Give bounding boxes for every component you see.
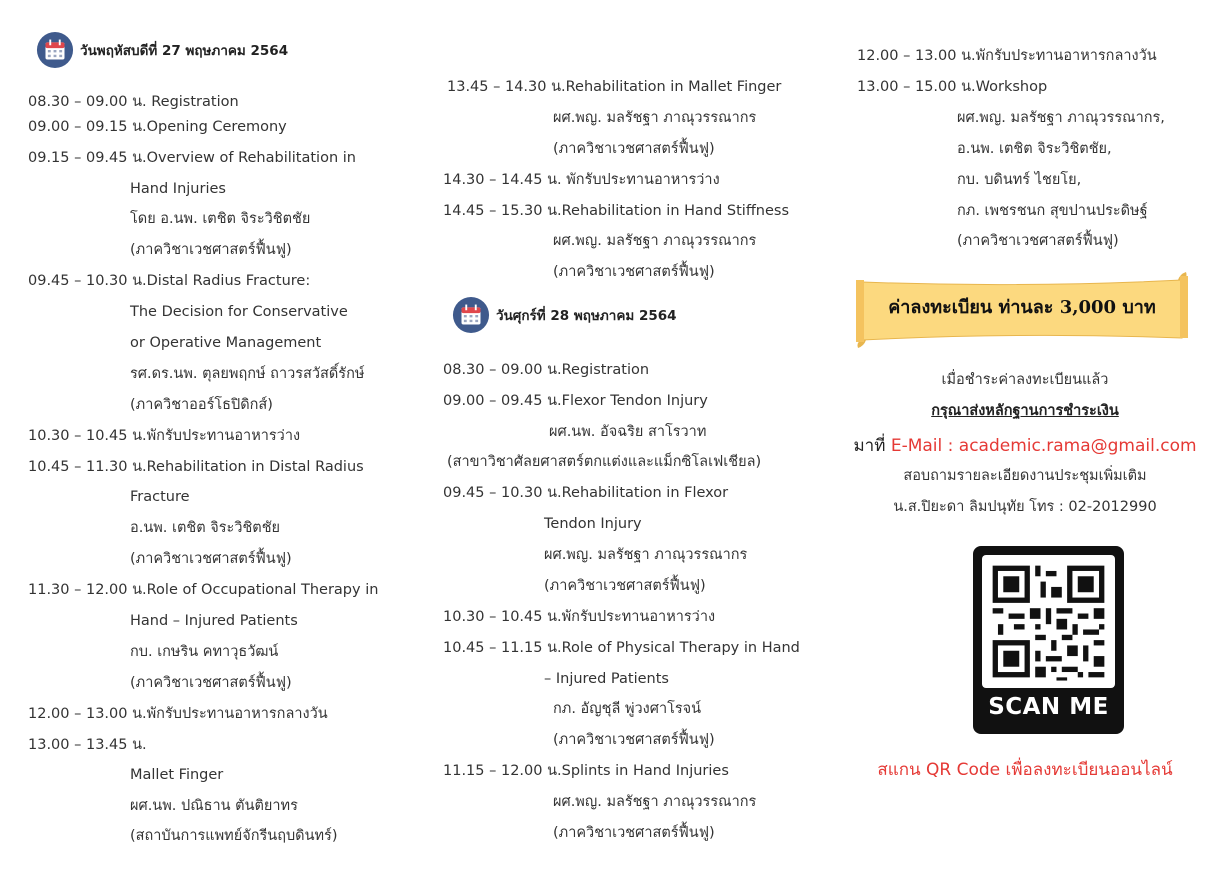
schedule-line: 12.00 – 13.00 น.พักรับประทานอาหารกลางวัน: [28, 706, 328, 722]
email-line: [840, 432, 1210, 459]
send-proof-note: [840, 399, 1210, 422]
email-address[interactable]: E-Mail : academic.rama@gmail.com: [890, 436, 1197, 456]
schedule-line: ผศ.พญ. มลรัชฐา ภาณุวรรณากร,: [957, 110, 1165, 126]
day2-header: [452, 296, 677, 334]
schedule-line: ผศ.พญ. มลรัชฐา ภาณุวรรณากร: [553, 233, 757, 249]
schedule-line: กบ. บดินทร์ ไชยโย,: [957, 172, 1082, 188]
schedule-line: (ภาควิชาเวชศาสตร์ฟื้นฟู): [553, 264, 715, 280]
contact-info: น.ส.ปิยะดา ลิมปนุทัย โทร : 02-2012990: [893, 499, 1157, 515]
schedule-line: or Operative Management: [130, 335, 322, 351]
inquire-note: สอบถามรายละเอียดงานประชุมเพิ่มเติม: [903, 468, 1147, 484]
schedule-line: 09.45 – 10.30 น.Distal Radius Fracture:: [28, 273, 311, 289]
schedule-line: 08.30 – 09.00 น. Registration: [28, 94, 239, 110]
schedule-line: โดย อ.นพ. เตชิต จิระวิชิตชัย: [130, 211, 311, 227]
schedule-line: Hand Injuries: [130, 181, 226, 197]
schedule-line: (ภาควิชาเวชศาสตร์ฟื้นฟู): [553, 141, 715, 157]
schedule-line: 11.30 – 12.00 น.Role of Occupational Therapy in: [28, 582, 379, 598]
scan-me-label: SCAN ME: [988, 694, 1109, 720]
send-proof-text: กรุณาส่งหลักฐานการชำระเงิน: [931, 403, 1119, 419]
schedule-line: 14.45 – 15.30 น.Rehabilitation in Hand Stiffness: [443, 203, 790, 219]
schedule-line: Mallet Finger: [130, 767, 224, 783]
schedule-line: ผศ.นพ. อัจฉริย สาโรวาท: [549, 424, 707, 440]
schedule-line: 11.15 – 12.00 น.Splints in Hand Injuries: [443, 763, 729, 779]
schedule-line: กภ. เพชรชนก สุขปานประดิษฐ์: [957, 203, 1148, 219]
schedule-line: (ภาควิชาเวชศาสตร์ฟื้นฟู): [130, 242, 292, 258]
qr-code[interactable]: [982, 555, 1115, 688]
schedule-line: (สถาบันการแพทย์จักรีนฤบดินทร์): [130, 828, 338, 844]
qr-code-card[interactable]: [973, 546, 1124, 734]
schedule-line: กบ. เกษริน คทาวุธวัฒน์: [130, 644, 279, 660]
qr-code-pattern: [982, 555, 1115, 688]
schedule-line: (ภาควิชาเวชศาสตร์ฟื้นฟู): [553, 825, 715, 841]
schedule-line: 09.00 – 09.15 น.Opening Ceremony: [28, 119, 287, 135]
schedule-line: 14.30 – 14.45 น. พักรับประทานอาหารว่าง: [443, 172, 720, 188]
schedule-line: Hand – Injured Patients: [130, 613, 298, 629]
schedule-line: 13.00 – 13.45 น.: [28, 737, 147, 753]
schedule-line: รศ.ดร.นพ. ตุลยพฤกษ์ ถาวรสวัสดิ์รักษ์: [130, 366, 365, 382]
schedule-line: กภ. อัญชุลี พู่วงศาโรจน์: [553, 701, 702, 717]
schedule-line: (ภาควิชาออร์โธปิดิกส์): [130, 397, 273, 413]
after-payment-note: เมื่อชำระค่าลงทะเบียนแล้ว: [941, 372, 1109, 388]
schedule-line: Fracture: [130, 489, 190, 505]
schedule-line: 13.00 – 15.00 น.Workshop: [857, 79, 1048, 95]
calendar-icon: [36, 31, 74, 69]
schedule-line: 10.30 – 10.45 น.พักรับประทานอาหารว่าง: [28, 428, 301, 444]
schedule-line: 09.15 – 09.45 น.Overview of Rehabilitation in: [28, 150, 356, 166]
schedule-line: 09.00 – 09.45 น.Flexor Tendon Injury: [443, 393, 708, 409]
schedule-line: (ภาควิชาเวชศาสตร์ฟื้นฟู): [130, 675, 292, 691]
schedule-line: ผศ.นพ. ปณิธาน ตันติยาทร: [130, 798, 298, 814]
schedule-line: The Decision for Conservative: [130, 304, 348, 320]
day1-header: [36, 31, 288, 69]
schedule-line: ผศ.พญ. มลรัชฐา ภาณุวรรณากร: [553, 110, 757, 126]
schedule-line: (ภาควิชาเวชศาสตร์ฟื้นฟู): [553, 732, 715, 748]
schedule-line: Tendon Injury: [544, 516, 642, 532]
schedule-line: – Injured Patients: [544, 671, 669, 687]
schedule-line: (ภาควิชาเวชศาสตร์ฟื้นฟู): [957, 233, 1119, 249]
email-prefix: มาที่: [853, 436, 891, 456]
schedule-line: อ.นพ. เตชิต จิระวิชิตชัย,: [957, 141, 1112, 157]
schedule-line: 13.45 – 14.30 น.Rehabilitation in Mallet Finger: [447, 79, 782, 95]
day2-label: วันศุกร์ที่ 28 พฤษภาคม 2564: [496, 308, 677, 324]
schedule-line: (ภาควิชาเวชศาสตร์ฟื้นฟู): [130, 551, 292, 567]
schedule-line: 12.00 – 13.00 น.พักรับประทานอาหารกลางวัน: [857, 48, 1157, 64]
fee-text: ค่าลงทะเบียน ท่านละ 3,000 บาท: [888, 297, 1156, 318]
qr-instruction: สแกน QR Code เพื่อลงทะเบียนออนไลน์: [877, 760, 1173, 780]
schedule-line: 09.45 – 10.30 น.Rehabilitation in Flexor: [443, 485, 729, 501]
calendar-icon: [452, 296, 490, 334]
schedule-line: ผศ.พญ. มลรัชฐา ภาณุวรรณากร: [544, 547, 748, 563]
schedule-line: (สาขาวิชาศัลยศาสตร์ตกแต่งและแม็กซิโลเฟเชียล): [447, 454, 762, 470]
schedule-line: 10.45 – 11.30 น.Rehabilitation in Distal Radius: [28, 459, 364, 475]
schedule-line: (ภาควิชาเวชศาสตร์ฟื้นฟู): [544, 578, 706, 594]
schedule-line: อ.นพ. เตชิต จิระวิชิตชัย: [130, 520, 281, 536]
schedule-line: 08.30 – 09.00 น.Registration: [443, 362, 650, 378]
schedule-line: 10.45 – 11.15 น.Role of Physical Therapy in Hand: [443, 640, 800, 656]
schedule-line: ผศ.พญ. มลรัชฐา ภาณุวรรณากร: [553, 794, 757, 810]
schedule-line: 10.30 – 10.45 น.พักรับประทานอาหารว่าง: [443, 609, 716, 625]
day1-label: วันพฤหัสบดีที่ 27 พฤษภาคม 2564: [80, 43, 289, 59]
